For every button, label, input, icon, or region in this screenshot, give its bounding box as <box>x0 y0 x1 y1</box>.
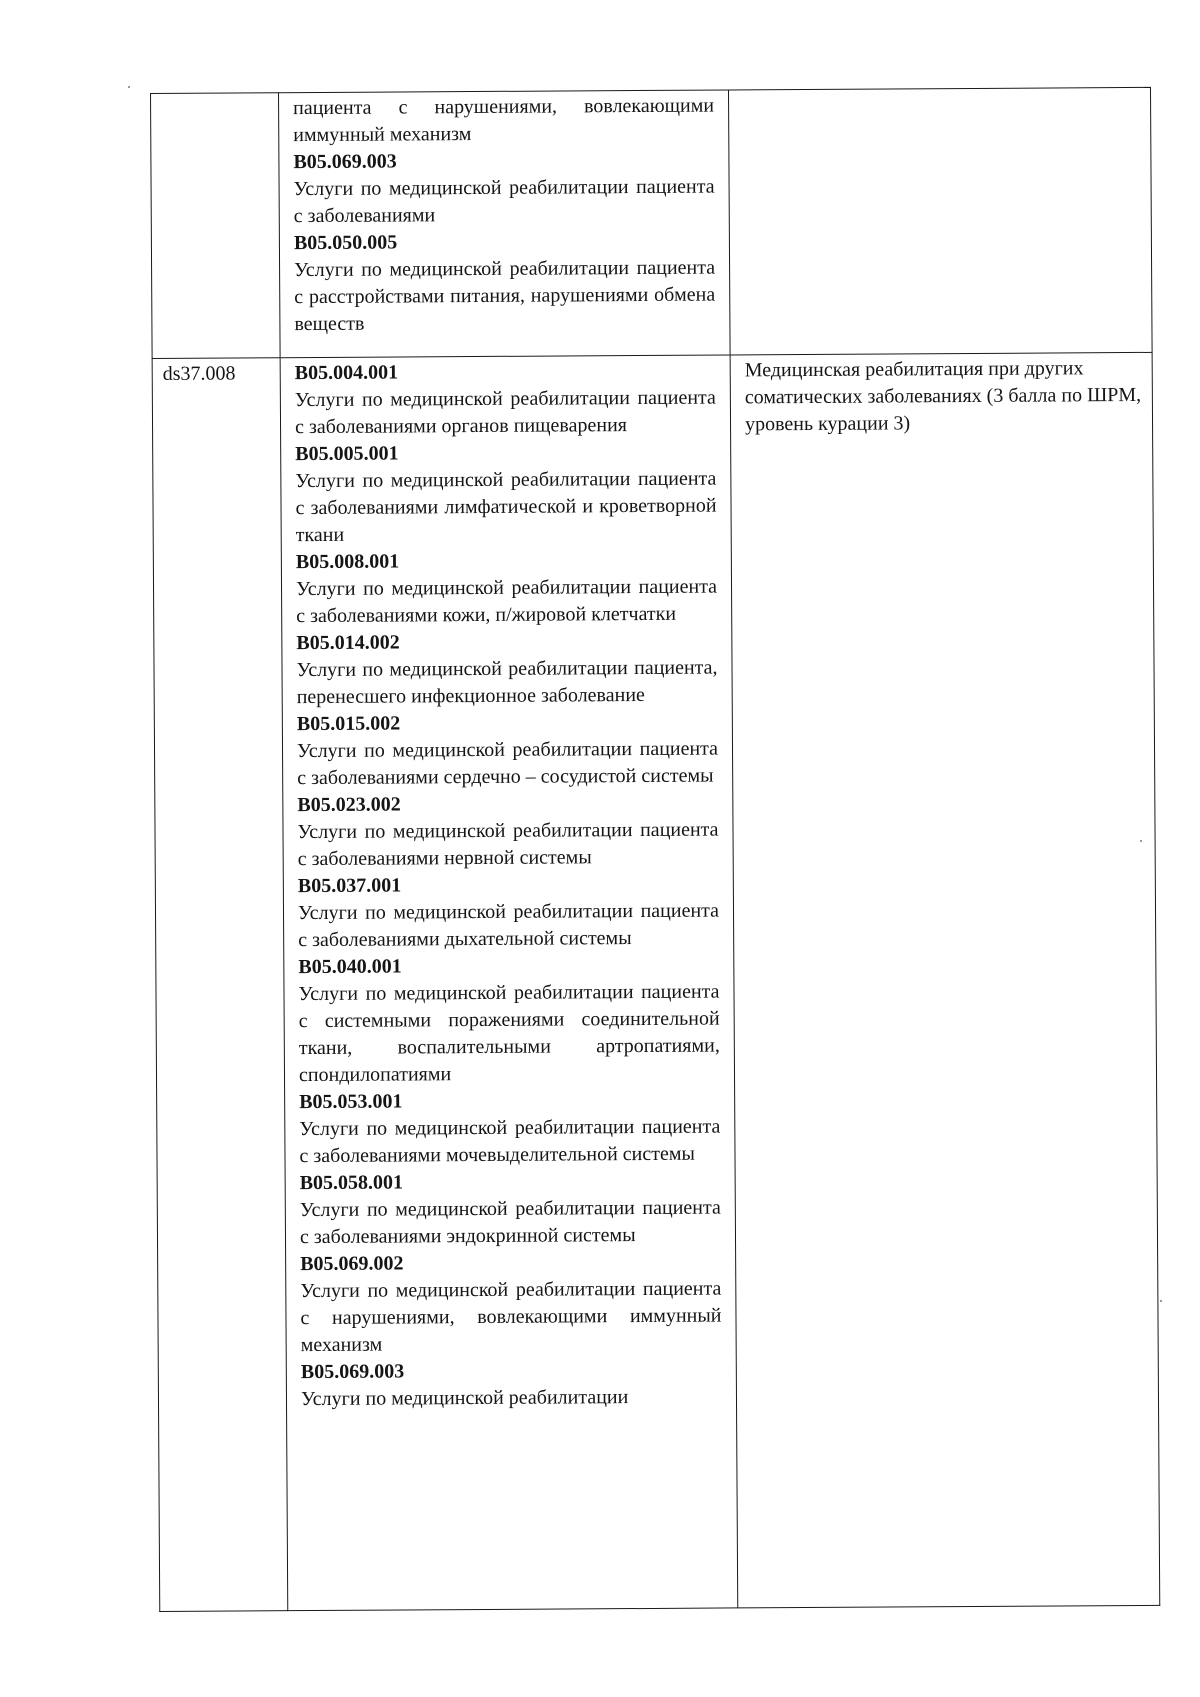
service-code: B05.015.002 <box>296 712 401 736</box>
service-text: Услуги по медицинской реабилитации пациента с системными поражениями соединительной ткани, воспалительными артропатиями, спондилопатиями <box>298 980 720 1087</box>
service-code: B05.005.001 <box>295 442 399 466</box>
table-row <box>152 352 1160 1611</box>
service-text: пациента с нарушениями, вовлекающими иммунный механизм <box>293 94 715 147</box>
service-text: Услуги по медицинской реабилитации пациента с заболеваниями нервной системы <box>297 818 719 871</box>
service-text: Услуги по медицинской реабилитации пациента с заболеваниями сердечно – сосудистой системы <box>296 737 719 790</box>
row-code-cell <box>151 93 281 359</box>
services-cell <box>280 355 738 1611</box>
service-text: Услуги по медицинской реабилитации пациента с заболеваниями мочевыделительной системы <box>299 1115 721 1168</box>
service-text: Услуги по медицинской реабилитации пациента с заболеваниями эндокринной системы <box>299 1196 721 1249</box>
service-code: B05.069.003 <box>300 1360 405 1384</box>
service-code: B05.069.003 <box>293 150 397 174</box>
service-code: B05.069.002 <box>300 1252 404 1276</box>
service-text: Услуги по медицинской реабилитации пациента с нарушениями, вовлекающими иммунный механизм <box>300 1277 722 1357</box>
row-code-cell <box>152 358 288 1612</box>
description-cell <box>730 352 1160 1608</box>
service-code: B05.040.001 <box>298 955 402 979</box>
service-code: B05.058.001 <box>299 1171 404 1195</box>
service-text: Услуги по медицинской реабилитации <box>300 1386 629 1411</box>
service-text: Услуги по медицинской реабилитации пациента с заболеваниями лимфатической и кроветворной ткани <box>295 467 717 547</box>
services-table <box>150 87 1160 1612</box>
description-cell <box>728 87 1152 355</box>
service-code: B05.053.001 <box>299 1090 403 1114</box>
row-description: Медицинская реабилитация при других соматических заболеваниях (3 балла по ШРМ, уровень курации 3) <box>744 357 1142 436</box>
service-text: Услуги по медицинской реабилитации пациента с заболеваниями кожи, п/жировой клетчатки <box>295 575 718 628</box>
services-cell <box>279 90 731 358</box>
service-code: B05.037.001 <box>297 874 402 898</box>
service-code: B05.004.001 <box>294 361 399 385</box>
service-code: B05.014.002 <box>296 631 400 655</box>
service-code: B05.023.002 <box>297 793 401 817</box>
table-row <box>151 87 1153 358</box>
service-text: Услуги по медицинской реабилитации пациента с заболеваниями <box>293 175 715 228</box>
service-text: Услуги по медицинской реабилитации пациента с расстройствами питания, нарушениями обмена веществ <box>294 256 716 336</box>
row-code: ds37.008 <box>162 362 236 385</box>
service-text: Услуги по медицинской реабилитации пациента с заболеваниями дыхательной системы <box>297 899 720 952</box>
service-text: Услуги по медицинской реабилитации пациента, перенесшего инфекционное заболевание <box>296 656 718 709</box>
service-code: B05.050.005 <box>293 231 398 255</box>
scan-speck <box>1160 1300 1162 1302</box>
service-code: B05.008.001 <box>295 550 400 574</box>
scan-speck <box>128 86 130 88</box>
service-text: Услуги по медицинской реабилитации пациента с заболеваниями органов пищеварения <box>294 386 716 439</box>
